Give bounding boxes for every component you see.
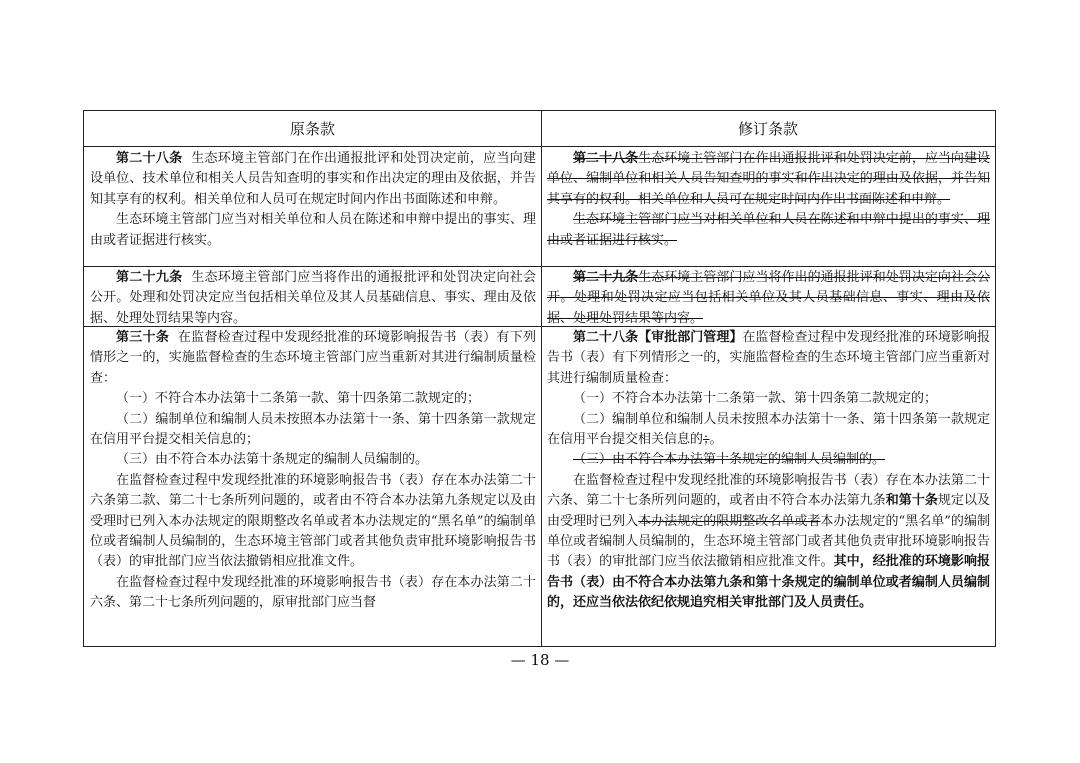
left-art28-title: 第二十八条 xyxy=(116,151,183,166)
left-art30-para6: 在监督检查过程中发现经批准的环境影响报告书（表）存在本办法第二十六条、第二十七条所列问题的，原审批部门应当督 xyxy=(90,574,536,611)
left-art29-title: 第二十九条 xyxy=(116,270,183,285)
table-header-row xyxy=(84,111,995,147)
left-article-30 xyxy=(90,328,536,646)
left-art28-para2: 生态环境主管部门应当对相关单位和人员在陈述和申辩中提出的事实、理由或者证据进行核实。 xyxy=(90,212,536,248)
right-new28-para1 xyxy=(547,328,990,389)
header-original-clause: 原条款 xyxy=(289,120,335,138)
right-new28-item1: （一）不符合本办法第十二条第一款、第十四条第二款规定的； xyxy=(573,391,938,407)
right-art29-title: 第二十九条 xyxy=(573,270,639,285)
left-art29-text1: 生态环境主管部门应当将作出的通报批评和处罚决定向社会公开。处理和处罚决定应当包括相关单位及其人员基础信息、事实、理由及依据、处理处罚结果等内容。 xyxy=(90,270,536,325)
left-art30-title: 第三十条 xyxy=(116,330,170,345)
right-new28-item3-deleted: （三）由不符合本办法第十条规定的编制人员编制的。 xyxy=(573,452,886,468)
right-new28-item2-deleted: ； xyxy=(703,432,710,448)
left-art30-text1: 在监督检查过程中发现经批准的环境影响报告书（表）有下列情形之一的，实施监督检查的生态环境主管部门应当重新对其进行编制质量检查： xyxy=(90,330,536,386)
right-new28-text1: 在监督检查过程中发现经批准的环境影响报告书（表）有下列情形之一的，实施监督检查的生态环境主管部门应当重新对其进行编制质量检查： xyxy=(547,330,990,386)
right-article-28-deleted xyxy=(547,149,990,265)
right-art28-para1 xyxy=(547,149,990,210)
header-revised-clause: 修订条款 xyxy=(737,120,798,138)
left-article-28 xyxy=(90,149,536,265)
right-article-28-new xyxy=(547,328,990,646)
right-new28-p5-added-bold: 其中，经批准的环境影响报告书（表）由不符合本办法第九条和第十条规定的编制单位或者编制人员编制的，还应当依法依纪依规追究相关审批部门及人员责任。 xyxy=(547,554,990,611)
right-new28-item2-end: 。 xyxy=(709,432,723,448)
right-new28-tag: 【审批部门管理】 xyxy=(638,330,743,345)
right-art28-para2: 生态环境主管部门应当对相关单位和人员在陈述和申辩中提出的事实、理由或者证据进行核实。 xyxy=(547,212,990,248)
row-divider-1 xyxy=(84,266,995,267)
left-art30-item3: （三）由不符合本办法第十条规定的编制人员编制的。 xyxy=(116,452,429,468)
left-art28-text1: 生态环境主管部门在作出通报批评和处罚决定前，应当向建设单位、技术单位和相关人员告知查明的事实和作出决定的理由及依据，并告知其享有的权利。相关单位和人员可在规定时间内作出书面陈述和申辩。 xyxy=(90,151,536,207)
left-article-29 xyxy=(90,268,536,325)
page-number: — 18 — xyxy=(510,651,570,669)
right-art28-text1: 生态环境主管部门在作出通报批评和处罚决定前，应当向建设单位、编制单位和相关人员告知查明的事实和作出决定的理由及依据，并告知其享有的权利。相关单位和人员可在规定时间内作出书面陈述和申辩。 xyxy=(547,151,990,207)
right-new28-item2-text: （二）编制单位和编制人员未按照本办法第十一条、第十四条第一款规定在信用平台提交相关信息的 xyxy=(547,411,990,448)
left-art30-item2: （二）编制单位和编制人员未按照本办法第十一条、第十四条第一款规定在信用平台提交相关信息的； xyxy=(90,411,536,448)
left-art30-item1: （一）不符合本办法第十二条第一款、第十四条第二款规定的； xyxy=(116,391,481,407)
right-art28-title: 第二十八条 xyxy=(573,151,639,166)
right-new28-p5-deleted: 本办法规定的限期整改名单或者 xyxy=(638,513,821,529)
comparison-table xyxy=(83,110,996,647)
right-new28-title: 第二十八条 xyxy=(573,330,639,345)
row-divider-2 xyxy=(84,326,995,327)
left-art30-para5: 在监督检查过程中发现经批准的环境影响报告书（表）存在本办法第二十六条第二款、第二十七条所列问题的，或者由不符合本办法第九条规定以及由受理时已列入本办法规定的限期整改名单或者本办法规定的“黑名单”的编制单位或者编制人员编制的，生态环境主管部门或者其他负责审批环境影响报告书（表）的审批部门应当依法撤销相应批准文件。 xyxy=(90,472,536,570)
left-art30-para1 xyxy=(90,328,536,389)
right-new28-p5-text3: 本办法规定的“黑名单”的编制单位或者编制人员编制的，生态环境主管部门或者其他负责审批环境影响报告书（表）的审批部门应当依法撤销相应批准文件。 xyxy=(547,513,990,570)
left-art28-para1 xyxy=(90,149,536,210)
right-article-29-deleted xyxy=(547,268,990,325)
right-new28-p5-text2: 规定以及由受理时已列入 xyxy=(547,493,990,529)
right-new28-p5-text1: 在监督检查过程中发现经批准的环境影响报告书（表）存在本办法第二十六条、第二十七条所列问题的，或者由不符合本办法第九条 xyxy=(547,472,990,509)
left-art29-para1 xyxy=(90,268,536,325)
right-new28-para5 xyxy=(547,471,990,614)
right-art29-para1 xyxy=(547,268,990,325)
right-new28-p5-added: 和第十条 xyxy=(885,493,938,509)
column-divider xyxy=(541,111,542,646)
right-art29-text1: 生态环境主管部门应当将作出的通报批评和处罚决定向社会公开。处理和处罚决定应当包括相关单位及其人员基础信息、事实、理由及依据、处理处罚结果等内容。 xyxy=(547,270,990,325)
right-new28-item2 xyxy=(547,410,990,451)
